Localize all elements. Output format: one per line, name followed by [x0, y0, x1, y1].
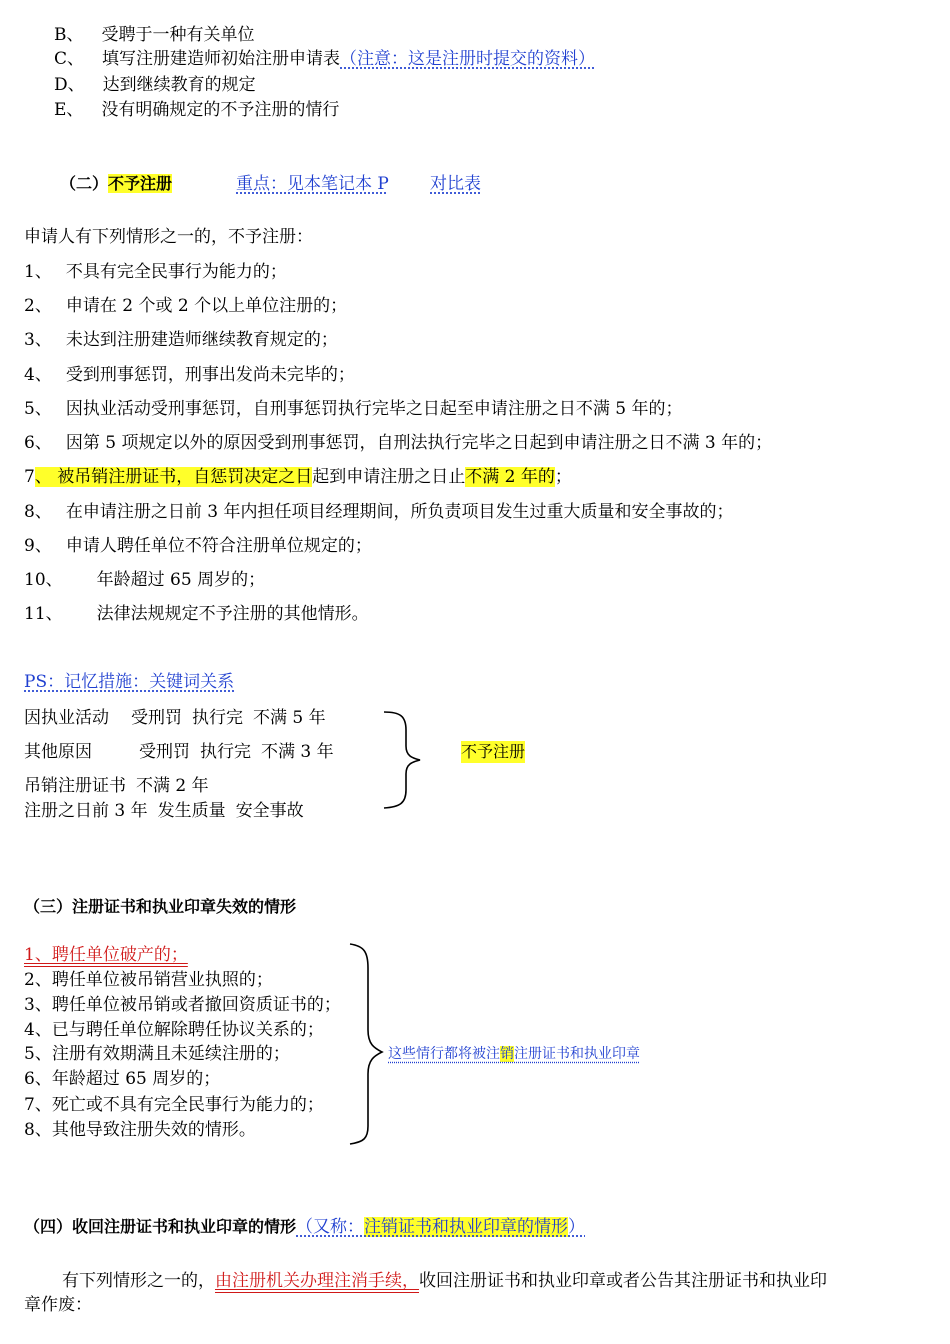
- option-text: 没有明确规定的不予注册的情行: [101, 100, 340, 120]
- item-text: 年龄超过 65 周岁的；: [96, 570, 266, 590]
- section3-title: （三）注册证书和执业印章失效的情形: [24, 897, 297, 916]
- section2-intro: 申请人有下列情形之一的，不予注册：: [24, 227, 313, 247]
- right-brace-icon: [350, 944, 382, 1144]
- ps-keyword: 受刑罚: [139, 742, 190, 762]
- list-item: 5、注册有效期满且未延续注册的；: [24, 1044, 290, 1064]
- ps-keyword: 受刑罚: [131, 708, 182, 728]
- ps-keyword: 执行完: [200, 742, 251, 762]
- item-text: 因第 5 项规定以外的原因受到刑事惩罚，自刑法执行完毕之日起到申请注册之日不满 3 年的；: [65, 433, 773, 453]
- option-label: D、: [54, 75, 85, 95]
- note-text: 这些情行都将被注: [388, 1046, 500, 1062]
- right-brace-icon: [384, 712, 420, 808]
- section4-body-cont: 章作废：: [24, 1295, 92, 1315]
- list-item-highlighted: 1、聘任单位破产的；: [24, 945, 188, 965]
- list-item: 3、聘任单位被吊销或者撤回资质证书的；: [24, 995, 341, 1015]
- item-highlight: 、 被吊销注册证书，自惩罚决定之日: [34, 467, 313, 487]
- item-text: 因执业活动受刑事惩罚，自刑事惩罚执行完毕之日起至申请注册之日不满 5 年的；: [65, 399, 683, 419]
- item-number: 10、: [24, 570, 63, 590]
- note-highlight: 销: [500, 1046, 514, 1062]
- list-item: 4、已与聘任单位解除聘任协议关系的；: [24, 1020, 324, 1040]
- option-text: 达到继续教育的规定: [102, 75, 256, 95]
- list-item: 8、其他导致注册失效的情形。: [24, 1120, 256, 1140]
- option-text: 填写注册建造师初始注册申请表: [102, 49, 341, 69]
- section2-title: 不予注册: [108, 174, 173, 193]
- item-number: 4、: [24, 365, 52, 385]
- option-text: 受聘于一种有关单位: [101, 25, 255, 45]
- item-number: 1、: [24, 262, 52, 282]
- section2-note: 重点：见本笔记本 P: [236, 174, 389, 194]
- option-label: B、: [54, 25, 84, 45]
- ps-keyword: 安全事故: [235, 801, 304, 821]
- option-note: （注意：这是注册时提交的资料）: [340, 49, 596, 69]
- item-number: 6、: [24, 433, 52, 453]
- item-number: 3、: [24, 330, 52, 350]
- section2-prefix: （二）: [60, 174, 109, 193]
- item-number: 2、: [24, 296, 52, 316]
- ps-keyword: 注册之日前 3 年: [24, 801, 148, 821]
- ps-keyword: 执行完: [192, 708, 243, 728]
- item-text: 受到刑事惩罚，刑事出发尚未完毕的；: [65, 365, 355, 385]
- section4-note: ）: [568, 1217, 586, 1237]
- body-text: 收回注册证书和执业印章或者公告其注册证书和执业印: [419, 1271, 827, 1291]
- body-text: 有下列情形之一的，: [62, 1271, 215, 1291]
- ps-keyword: 发生质量: [157, 801, 226, 821]
- item-text-end: ；: [554, 467, 572, 487]
- item-text: 起到申请注册之日止: [312, 467, 466, 487]
- ps-keyword: 不满 3 年: [261, 742, 334, 762]
- ps-result: 不予注册: [461, 742, 526, 761]
- list-item: 6、年龄超过 65 周岁的；: [24, 1069, 221, 1089]
- option-label: E、: [54, 100, 84, 120]
- item-number: 11、: [24, 604, 63, 624]
- item-text: 在申请注册之日前 3 年内担任项目经理期间，所负责项目发生过重大质量和安全事故的；: [65, 502, 734, 522]
- option-label: C、: [54, 49, 85, 69]
- note-text: 注册证书和执业印章: [514, 1046, 640, 1062]
- list-item: 2、聘任单位被吊销营业执照的；: [24, 970, 273, 990]
- ps-label: PS：记忆措施：关键词关系: [24, 672, 235, 692]
- item-text: 未达到注册建造师继续教育规定的；: [65, 330, 338, 350]
- item-text: 法律法规规定不予注册的其他情形。: [96, 604, 369, 624]
- item-number: 8、: [24, 502, 52, 522]
- section4-note: （又称：: [296, 1217, 365, 1237]
- item-text: 申请人聘任单位不符合注册单位规定的；: [65, 536, 372, 556]
- list-item: 7、死亡或不具有完全民事行为能力的；: [24, 1095, 324, 1115]
- ps-keyword: 不满 5 年: [253, 708, 326, 728]
- item-number: 7: [24, 467, 35, 487]
- ps-keyword: 吊销注册证书: [24, 776, 126, 796]
- item-number: 9、: [24, 536, 52, 556]
- item-highlight: 不满 2 年的: [465, 467, 555, 487]
- ps-keyword: 不满 2 年: [136, 776, 209, 796]
- section2-note-compare: 对比表: [430, 174, 481, 194]
- item-text: 申请在 2 个或 2 个以上单位注册的；: [65, 296, 348, 316]
- ps-keyword: 因执业活动: [24, 708, 109, 728]
- section4-note-highlight: 注销证书和执业印章的情形: [364, 1217, 569, 1237]
- ps-keyword: 其他原因: [24, 742, 92, 762]
- section4-title: （四）收回注册证书和执业印章的情形: [24, 1217, 297, 1236]
- item-number: 5、: [24, 399, 52, 419]
- body-highlight: 由注册机关办理注消手续，: [215, 1271, 419, 1291]
- item-text: 不具有完全民事行为能力的；: [65, 262, 287, 282]
